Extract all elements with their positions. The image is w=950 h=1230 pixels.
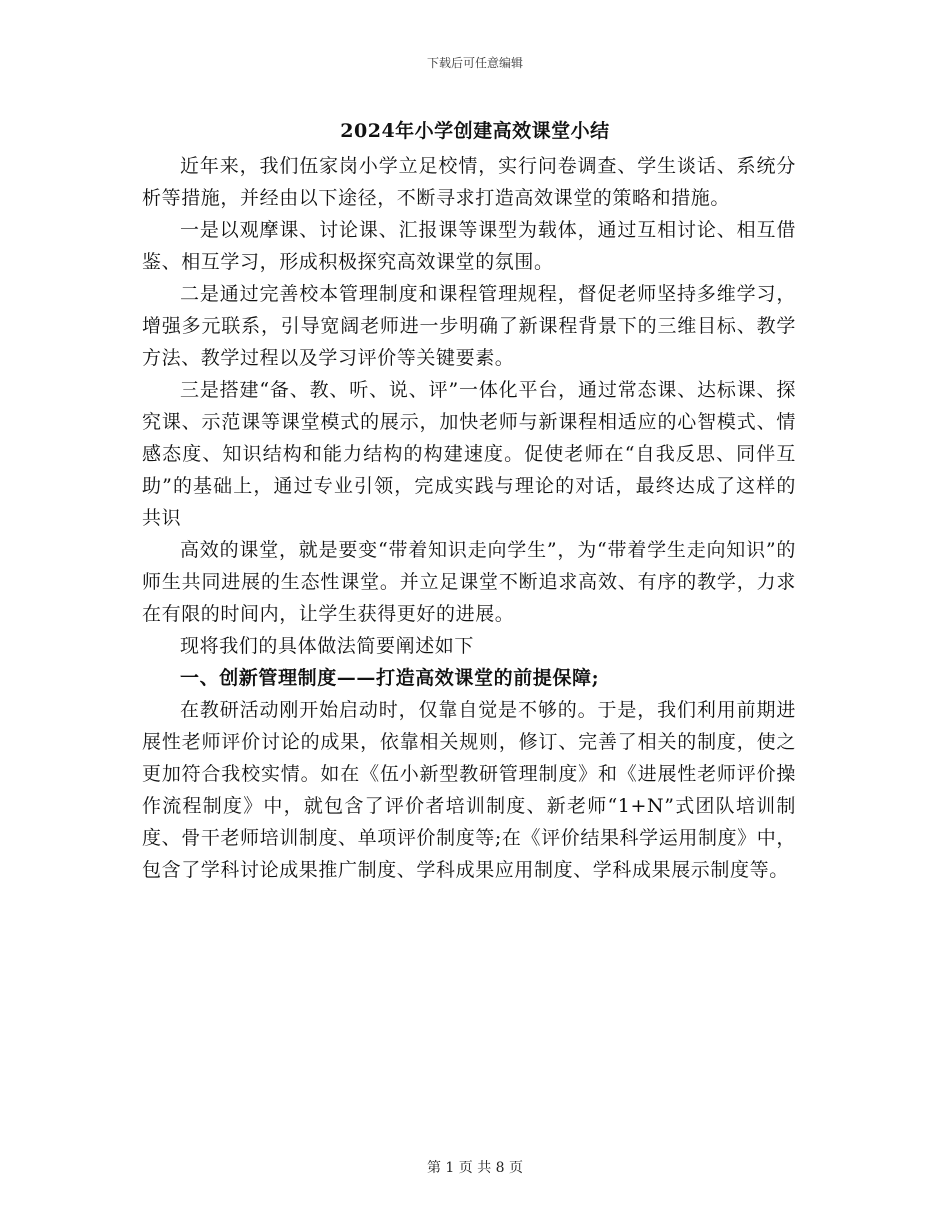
paragraph-intro: 近年来，我们伍家岗小学立足校情，实行问卷调查、学生谈话、系统分析等措施，并经由以下途径，不断寻求打造高效课堂的策略和措施。	[142, 155, 796, 209]
paragraph-approach-1: 一是以观摩课、讨论课、汇报课等课型为载体，通过互相讨论、相互借鉴、相互学习，形成积极探究高效课堂的氛围。	[142, 219, 796, 273]
paragraph-approach-2: 二是通过完善校本管理制度和课程管理规程，督促老师坚持多维学习，增强多元联系，引导宽阔老师进一步明确了新课程背景下的三维目标、教学方法、教学过程以及学习评价等关键要素。	[142, 283, 796, 369]
page-header-note: 下载后可任意编辑	[426, 56, 523, 70]
paragraph-transition: 现将我们的具体做法简要阐述如下	[180, 635, 475, 657]
section-heading-1: 一、创新管理制度——打造高效课堂的前提保障;	[180, 667, 600, 689]
document-body	[142, 150, 796, 886]
paragraph-consensus: 高效的课堂，就是要变“带着知识走向学生”，为“带着学生走向知识”的师生共同进展的生态性课堂。并立足课堂不断追求高效、有序的教学，力求在有限的时间内，让学生获得更好的进展。	[142, 539, 796, 625]
page-footer-number: 第 1 页 共 8 页	[426, 1160, 524, 1176]
document-title: 2024年小学创建高效课堂小结	[340, 120, 610, 142]
paragraph-section-1-body: 在教研活动刚开始启动时，仅靠自觉是不够的。于是，我们利用前期进展性老师评价讨论的成果，依靠相关规则，修订、完善了相关的制度，使之更加符合我校实情。如在《伍小新型教研管理制度》和《进展性老师评价操作流程制度》中，就包含了评价者培训制度、新老师“1+N”式团队培训制度、骨干老师培训制度、单项评价制度等;在《评价结果科学运用制度》中，包含了学科讨论成果推广制度、学科成果应用制度、学科成果展示制度等。	[142, 699, 796, 881]
paragraph-approach-3: 三是搭建“备、教、听、说、评”一体化平台，通过常态课、达标课、探究课、示范课等课堂模式的展示，加快老师与新课程相适应的心智模式、情感态度、知识结构和能力结构的构建速度。促使老师在“自我反思、同伴互助”的基础上，通过专业引领，完成实践与理论的对话，最终达成了这样的共识	[142, 379, 796, 529]
